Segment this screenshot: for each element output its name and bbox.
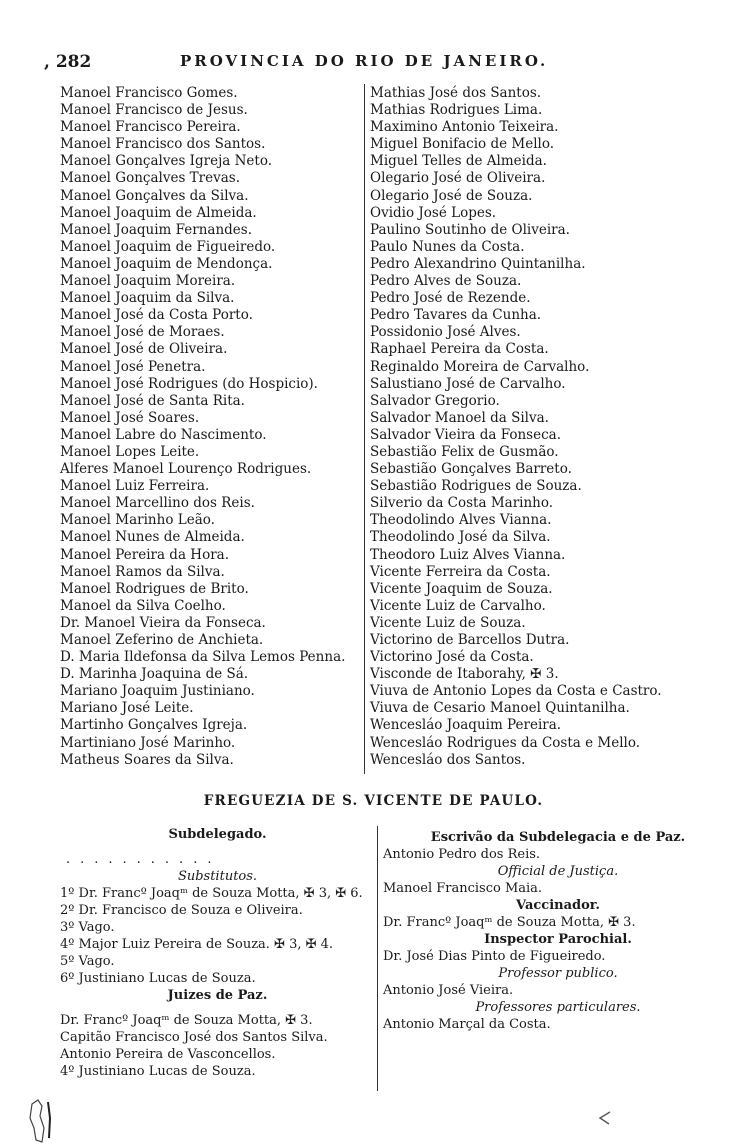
substituto-item: 4º Major Luiz Pereira de Souza. ✠ 3, ✠ 4. <box>60 937 334 952</box>
officials-divider <box>377 826 378 1091</box>
list-item: Alferes Manoel Lourenço Rodrigues. <box>60 461 312 478</box>
list-item: Manoel José da Costa Porto. <box>60 307 253 324</box>
name-list-left <box>60 85 360 769</box>
professor-heading: Professor publico. <box>498 966 618 981</box>
list-item: Mathias José dos Santos. <box>370 85 542 101</box>
list-item: Manoel Labre do Nascimento. <box>60 426 267 443</box>
list-item: Manoel Rodrigues de Brito. <box>60 580 249 597</box>
list-item: Vicente Luiz de Carvalho. <box>370 597 546 614</box>
list-item: Olegario José de Souza. <box>370 187 533 204</box>
escrivao-name: Antonio Pedro dos Reis. <box>383 847 541 862</box>
list-item: Manoel Ramos da Silva. <box>60 563 225 580</box>
list-item: Dr. Manoel Vieira da Fonseca. <box>60 614 266 631</box>
list-item: Sebastião Felix de Gusmão. <box>370 443 559 460</box>
list-item: Silverio da Costa Marinho. <box>370 495 554 512</box>
list-item: Manoel Joaquim de Figueiredo. <box>60 238 276 255</box>
juiz-item: Dr. Francº Joaqᵐ de Souza Motta, ✠ 3. <box>60 1013 313 1028</box>
subdelegado-vacant-dots: ........... <box>66 852 222 867</box>
list-item: Paulino Soutinho de Oliveira. <box>370 221 570 238</box>
column-divider <box>364 84 365 774</box>
list-item: Ovidio José Lopes. <box>370 204 497 221</box>
list-item: Manoel Marcellino dos Reis. <box>60 495 255 512</box>
inspector-name: Dr. José Dias Pinto de Figueiredo. <box>383 949 606 964</box>
list-item: Martinho Gonçalves Igreja. <box>60 717 248 734</box>
list-item: Wencesláo dos Santos. <box>370 751 526 768</box>
list-item: Maximino Antonio Teixeira. <box>370 119 559 136</box>
list-item: Manoel Marinho Leão. <box>60 512 215 529</box>
list-item: Manoel Joaquim da Silva. <box>60 290 235 307</box>
list-item: Pedro Tavares da Cunha. <box>370 307 542 324</box>
list-item: Martiniano José Marinho. <box>60 734 236 751</box>
escrivao-heading: Escrivão da Subdelegacia e de Paz. <box>430 830 686 845</box>
list-item: Reginaldo Moreira de Carvalho. <box>370 358 590 375</box>
substituto-item: 5º Vago. <box>60 954 115 969</box>
subdelegado-heading: Subdelegado. <box>168 827 267 842</box>
list-item: Manoel Francisco de Jesus. <box>60 102 248 119</box>
substituto-item: 1º Dr. Francº Joaqᵐ de Souza Motta, ✠ 3, ✠ 6. <box>60 886 363 901</box>
vaccinador-heading: Vaccinador. <box>516 898 600 913</box>
list-item: Manoel Lopes Leite. <box>60 443 200 460</box>
juiz-item: 4º Justiniano Lucas de Souza. <box>60 1064 256 1079</box>
list-item: Manoel Joaquim de Mendonça. <box>60 255 273 272</box>
inspector-heading: Inspector Parochial. <box>484 932 632 947</box>
list-item: Miguel Bonifacio de Mello. <box>370 136 555 153</box>
list-item: Manoel Francisco dos Santos. <box>60 136 266 153</box>
official-name: Manoel Francisco Maia. <box>383 881 543 896</box>
list-item: Sebastião Gonçalves Barreto. <box>370 461 572 478</box>
list-item: Manoel José Soares. <box>60 409 200 426</box>
officials-left <box>60 826 375 1080</box>
list-item: Manoel da Silva Coelho. <box>60 597 226 614</box>
list-item: D. Maria Ildefonsa da Silva Lemos Penna. <box>60 649 346 666</box>
list-item: Manoel Gonçalves Igreja Neto. <box>60 153 273 170</box>
list-item: Manoel José de Santa Rita. <box>60 392 245 409</box>
list-item: Manoel José de Moraes. <box>60 324 225 341</box>
substitutos-list <box>60 885 375 987</box>
list-item: Manoel Zeferino de Anchieta. <box>60 632 264 648</box>
juizes-heading: Juizes de Paz. <box>167 988 268 1003</box>
list-item: Sebastião Rodrigues de Souza. <box>370 478 582 495</box>
list-item: Visconde de Itaborahy, ✠ 3. <box>370 666 559 683</box>
list-item: Raphael Pereira da Costa. <box>370 341 549 358</box>
list-item: Theodolindo Alves Vianna. <box>370 512 552 529</box>
list-item: Matheus Soares da Silva. <box>60 751 234 768</box>
page-number: , 282 <box>44 52 92 72</box>
list-item: Mathias Rodrigues Lima. <box>370 102 543 119</box>
professores-name: Antonio Marçal da Costa. <box>383 1017 551 1032</box>
professor-name: Antonio José Vieira. <box>383 983 514 998</box>
list-item: Pedro Alexandrino Quintanilha. <box>370 255 586 272</box>
list-item: Wencesláo Rodrigues da Costa e Mello. <box>370 734 641 751</box>
list-item: Vicente Joaquim de Souza. <box>370 580 553 597</box>
list-item: Viuva de Antonio Lopes da Costa e Castro. <box>370 683 662 700</box>
list-item: Manoel Joaquim Moreira. <box>60 273 236 290</box>
list-item: Manoel Nunes de Almeida. <box>60 529 245 546</box>
name-list-right <box>370 85 730 769</box>
list-item: Salvador Manoel da Silva. <box>370 409 549 426</box>
substituto-item: 2º Dr. Francisco de Souza e Oliveira. <box>60 903 303 918</box>
list-item: Viuva de Cesario Manoel Quintanilha. <box>370 700 630 717</box>
substituto-item: 3º Vago. <box>60 920 115 935</box>
running-title: PROVINCIA DO RIO DE JANEIRO. <box>180 52 549 70</box>
list-item: Manoel Joaquim de Almeida. <box>60 204 257 221</box>
list-item: Manoel Luiz Ferreira. <box>60 478 210 495</box>
list-item: Vicente Ferreira da Costa. <box>370 563 551 580</box>
list-item: Theodolindo José da Silva. <box>370 529 551 546</box>
list-item: Mariano Joaquim Justiniano. <box>60 683 255 700</box>
pencil-mark <box>596 1110 614 1126</box>
list-item: Theodoro Luiz Alves Vianna. <box>370 546 566 563</box>
juizes-list <box>60 1012 375 1080</box>
juiz-item: Antonio Pereira de Vasconcellos. <box>60 1047 276 1062</box>
list-item: Victorino de Barcellos Dutra. <box>370 632 570 648</box>
officials-right <box>383 829 733 1033</box>
list-item: Salvador Vieira da Fonseca. <box>370 426 561 443</box>
list-item: Manoel José Rodrigues (do Hospicio). <box>60 375 318 392</box>
list-item: Manoel Francisco Gomes. <box>60 85 238 101</box>
list-item: Pedro Alves de Souza. <box>370 273 522 290</box>
list-item: D. Marinha Joaquina de Sá. <box>60 666 249 683</box>
vaccinador-name: Dr. Francº Joaqᵐ de Souza Motta, ✠ 3. <box>383 915 636 930</box>
professores-heading: Professores particulares. <box>475 1000 641 1015</box>
section-title: FREGUEZIA DE S. VICENTE DE PAULO. <box>203 793 544 809</box>
list-item: Manoel Gonçalves Trevas. <box>60 170 241 187</box>
list-item: Manoel Joaquim Fernandes. <box>60 221 252 238</box>
list-item: Salvador Gregorio. <box>370 392 500 409</box>
official-heading: Official de Justiça. <box>497 864 619 879</box>
substitutos-heading: Substitutos. <box>177 869 258 884</box>
substituto-item: 6º Justiniano Lucas de Souza. <box>60 971 256 986</box>
list-item: Pedro José de Rezende. <box>370 290 531 307</box>
list-item: Wencesláo Joaquim Pereira. <box>370 717 562 734</box>
list-item: Miguel Telles de Almeida. <box>370 153 547 170</box>
list-item: Manoel Francisco Pereira. <box>60 119 241 136</box>
list-item: Manoel José de Oliveira. <box>60 341 228 358</box>
list-item: Mariano José Leite. <box>60 700 194 717</box>
list-item: Manoel Gonçalves da Silva. <box>60 187 249 204</box>
list-item: Victorino José da Costa. <box>370 649 534 666</box>
juiz-item: Capitão Francisco José dos Santos Silva. <box>60 1030 328 1045</box>
list-item: Vicente Luiz de Souza. <box>370 614 526 631</box>
list-item: Possidonio José Alves. <box>370 324 521 341</box>
ink-blot-mark <box>28 1098 62 1144</box>
list-item: Olegario José de Oliveira. <box>370 170 546 187</box>
list-item: Manoel José Penetra. <box>60 358 206 375</box>
list-item: Paulo Nunes da Costa. <box>370 238 525 255</box>
list-item: Salustiano José de Carvalho. <box>370 375 566 392</box>
list-item: Manoel Pereira da Hora. <box>60 546 229 563</box>
